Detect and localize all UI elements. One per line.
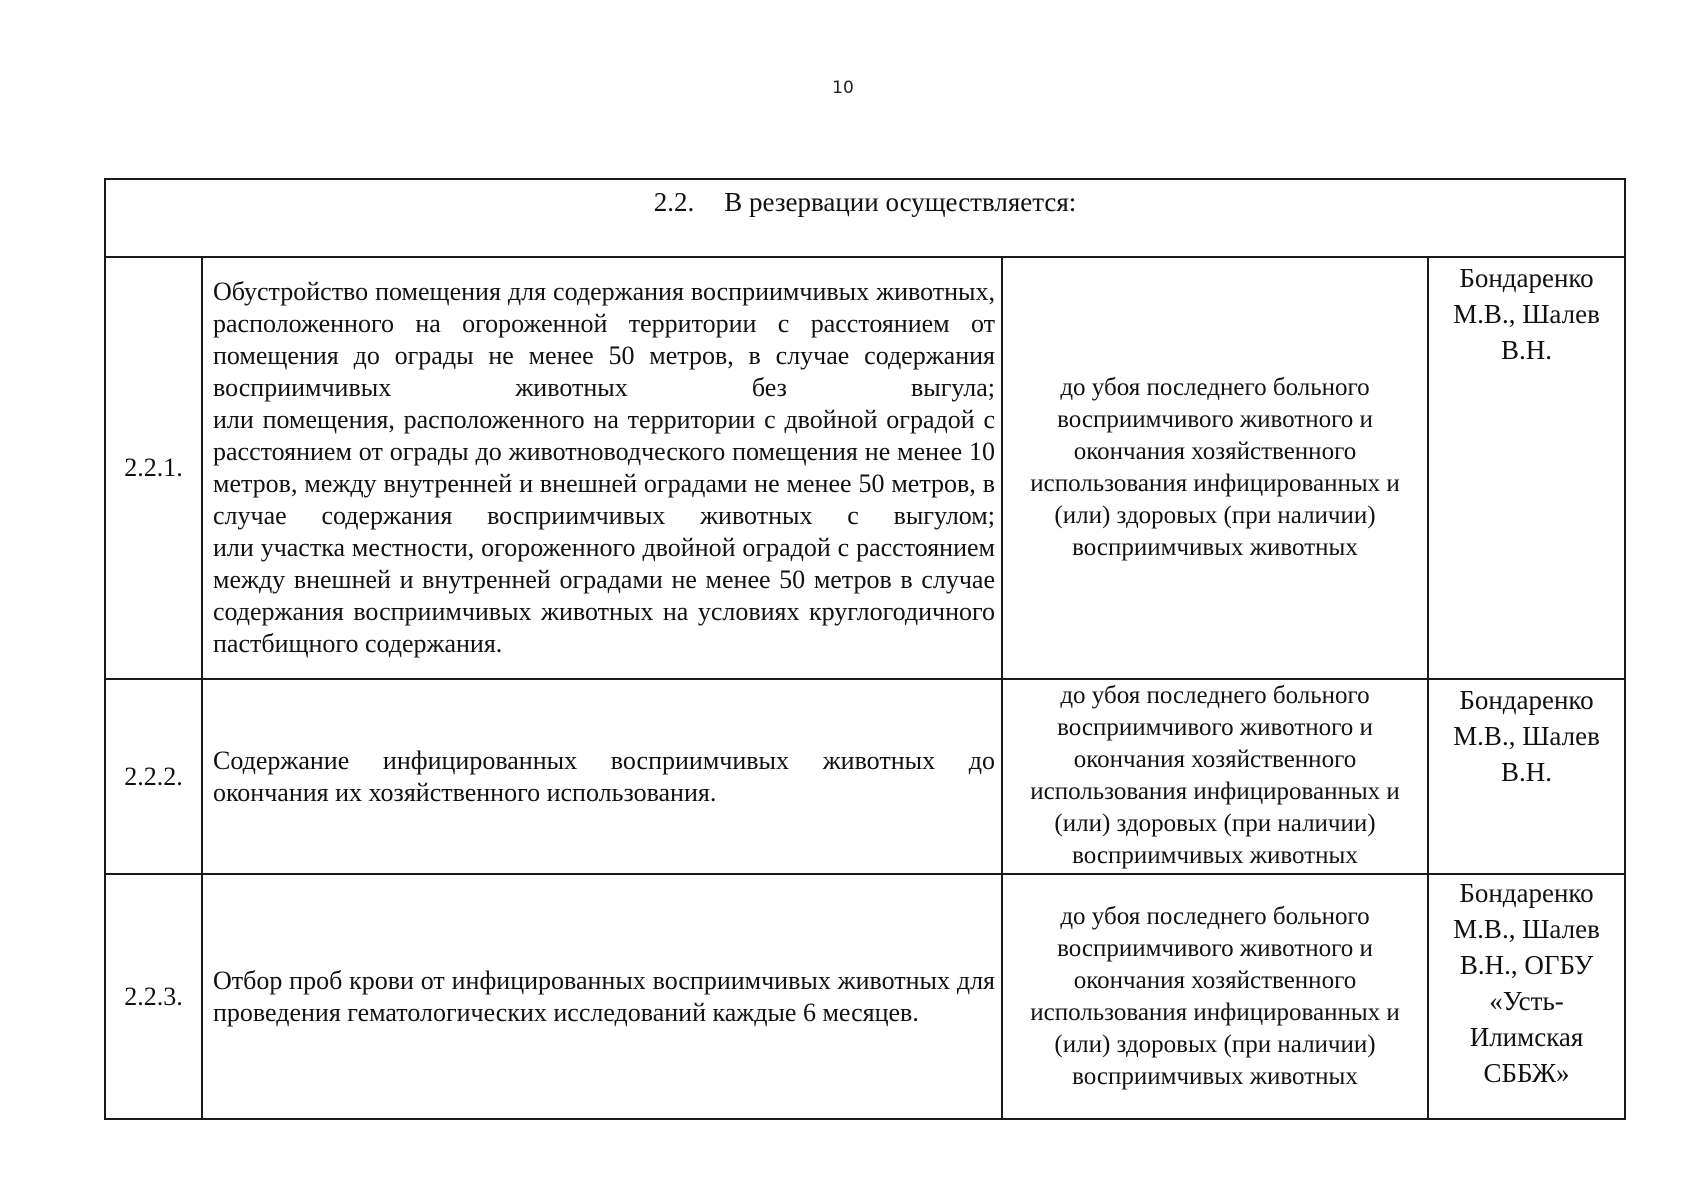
item-responsible <box>1428 874 1625 1119</box>
responsible-line: В.Н. <box>1501 335 1553 365</box>
responsible-line: М.В., Шалев <box>1453 914 1600 944</box>
description-paragraph: Содержание инфицированных восприимчивых животных до окончания их хозяйственного использования. <box>213 745 995 807</box>
responsible-line: В.Н., ОГБУ <box>1459 950 1594 980</box>
item-number: 2.2.3. <box>105 874 202 1119</box>
responsible-line: Илимская <box>1469 1022 1584 1052</box>
responsible-line: Бондаренко <box>1459 878 1594 908</box>
measures-table <box>104 178 1626 1120</box>
item-term: до убоя последнего больного восприимчивого животного и окончания хозяйственного использования инфицированных и (или) здоровых (при наличии) восприимчивых животных <box>1002 257 1428 679</box>
table-row <box>105 679 1625 874</box>
description-paragraph: или участка местности, огороженного двойной оградой с расстоянием между внешней и внутренней оградами не менее 50 метров в случае содержания восприимчивых животных на условиях круглогодичного пастбищного содержания. <box>213 533 995 658</box>
responsible-line: СББЖ» <box>1483 1058 1570 1088</box>
section-header-row <box>105 179 1625 257</box>
item-description <box>202 257 1002 679</box>
item-number: 2.2.2. <box>105 679 202 874</box>
responsible-line: М.В., Шалев <box>1453 721 1600 751</box>
description-paragraph: Отбор проб крови от инфицированных восприимчивых животных для проведения гематологических исследований каждые 6 месяцев. <box>213 965 995 1027</box>
table-row <box>105 874 1625 1119</box>
item-term: до убоя последнего больного восприимчивого животного и окончания хозяйственного использования инфицированных и (или) здоровых (при наличии) восприимчивых животных <box>1002 874 1428 1119</box>
section-header-cell <box>105 179 1625 257</box>
section-title: В резервации осуществляется: <box>724 187 1077 217</box>
item-term: до убоя последнего больного восприимчивого животного и окончания хозяйственного использования инфицированных и (или) здоровых (при наличии) восприимчивых животных <box>1002 679 1428 874</box>
responsible-line: М.В., Шалев <box>1453 299 1600 329</box>
item-responsible <box>1428 257 1625 679</box>
responsible-line: Бондаренко <box>1459 685 1594 715</box>
item-description <box>202 874 1002 1119</box>
item-number: 2.2.1. <box>105 257 202 679</box>
responsible-line: Бондаренко <box>1459 263 1594 293</box>
item-description <box>202 679 1002 874</box>
responsible-line: В.Н. <box>1501 757 1553 787</box>
description-paragraph: Обустройство помещения для содержания восприимчивых животных, расположенного на огороженной территории с расстоянием от помещения до ограды не менее 50 метров, в случае содержания восприимчивых животных без выгула; <box>213 277 995 402</box>
description-paragraph: или помещения, расположенного на территории с двойной оградой с расстоянием от ограды до животноводческого помещения не менее 10 метров, между внутренней и внешней оградами не менее 50 метров, в случае содержания восприимчивых животных с выгулом; <box>213 405 995 530</box>
page-number: 10 <box>832 78 854 98</box>
section-number: 2.2. <box>653 187 695 217</box>
responsible-line: «Усть- <box>1489 986 1564 1016</box>
item-responsible <box>1428 679 1625 874</box>
table-row <box>105 257 1625 679</box>
